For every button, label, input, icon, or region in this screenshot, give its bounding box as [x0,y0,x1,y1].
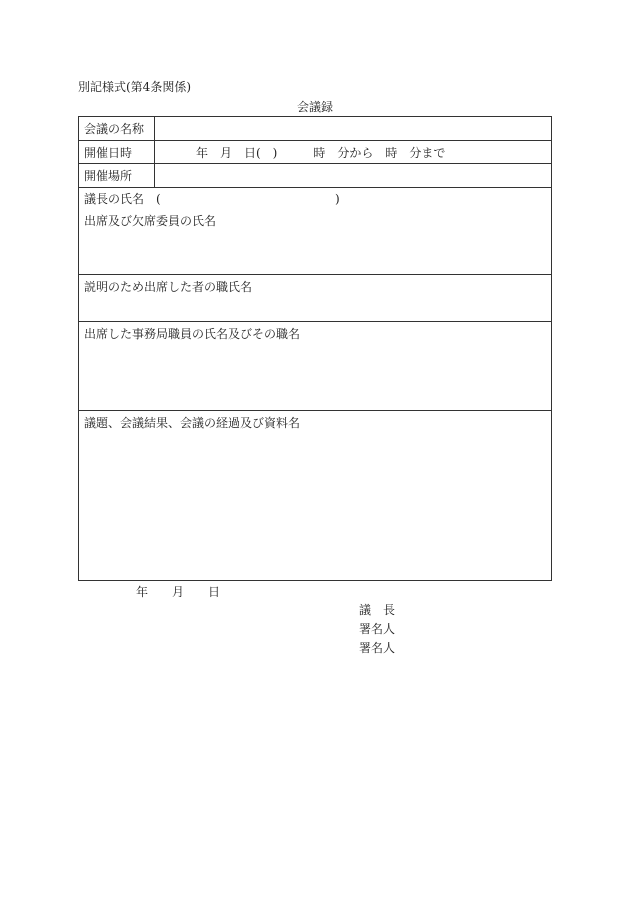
minutes-form-table [78,116,552,581]
label-cell-venue [79,164,155,187]
explainers-label: 説明のため出席した者の職氏名 [84,280,253,294]
row-staff [79,321,551,410]
row-venue [79,163,551,187]
venue-label: 開催場所 [84,169,133,183]
chair-name-label: 議長の氏名 ( [84,192,161,206]
chair-name-close-paren: ) [335,192,340,206]
form-reference: 別記様式(第4条関係) [78,80,191,94]
row-explainers [79,274,551,321]
staff-label: 出席した事務局職員の氏名及びその職名 [84,327,301,341]
chair-signature-label: 議 長 [359,603,396,617]
row-attendees [79,187,551,274]
signatory-2-label: 署名人 [359,641,396,655]
row-meeting-name [79,117,551,140]
label-cell-datetime [79,141,155,163]
members-label: 出席及び欠席委員の氏名 [84,214,217,228]
proceedings-label: 議題、会議結果、会議の経過及び資料名 [84,416,301,430]
signatory-1-label: 署名人 [359,622,396,636]
meeting-name-label: 会議の名称 [84,122,145,136]
row-datetime [79,140,551,163]
document-title: 会議録 [296,100,333,114]
footer-date-line: 年 月 日 [136,585,221,599]
datetime-label: 開催日時 [84,146,133,160]
row-proceedings [79,410,551,580]
label-cell-meeting-name [79,117,155,140]
datetime-value: 年 月 日( ) 時 分から 時 分まで [196,146,446,160]
